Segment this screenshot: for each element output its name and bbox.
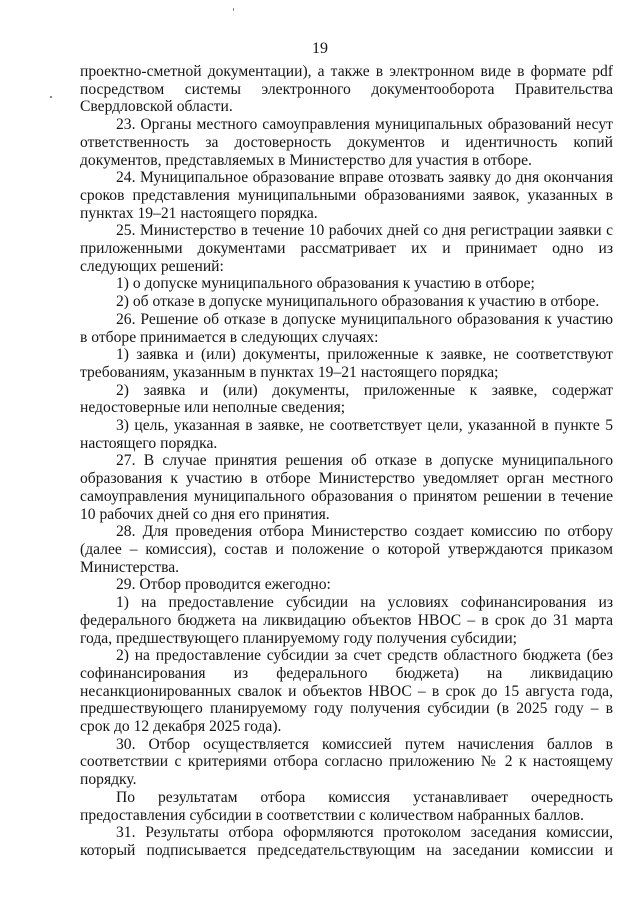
paragraph-item-30-results: По результатам отбора комиссия устанавливает очередность предоставления субсидии в соответствии с количеством набранных баллов. bbox=[80, 788, 613, 824]
document-body bbox=[80, 63, 613, 860]
paragraph-item-27: 27. В случае принятия решения об отказе в допуске муниципального образования к участию в отборе Министерство уведомляет орган местного самоуправления муниципального образования о принятом решении в течение 10 рабочих дней со дня его принятия. bbox=[80, 452, 613, 523]
paragraph-item-24: 24. Муниципальное образование вправе отозвать заявку до дня окончания сроков представления муниципальными образованиями заявок, указанных в пунктах 19–21 настоящего порядка. bbox=[80, 169, 613, 222]
list-item-26-3: 3) цель, указанная в заявке, не соответствует цели, указанной в пункте 5 настоящего порядка. bbox=[80, 417, 613, 452]
list-item-26-2: 2) заявка и (или) документы, приложенные к заявке, содержат недостоверные или неполные сведения; bbox=[80, 381, 613, 417]
paragraph-item-28: 28. Для проведения отбора Министерство создает комиссию по отбору (далее – комиссия), состав и положение о которой утверждаются приказом Министерства. bbox=[80, 523, 613, 576]
paragraph-item-26: 26. Решение об отказе в допуске муниципального образования к участию в отборе принимается в следующих случаях: bbox=[80, 310, 613, 346]
paragraph-item-29: 29. Отбор проводится ежегодно: bbox=[116, 576, 331, 594]
scan-speck bbox=[233, 8, 234, 11]
paragraph-item-25: 25. Министерство в течение 10 рабочих дней со дня регистрации заявки с приложенными документами рассматривает их и принимает одно из следующих решений: bbox=[80, 222, 613, 275]
list-item-29-1: 1) на предоставление субсидии на условиях софинансирования из федерального бюджета на ликвидацию объектов НВОС – в срок до 31 марта года, предшествующего планируемому году получения субсидии; bbox=[80, 594, 613, 647]
list-item-25-1: 1) о допуске муниципального образования к участию в отборе; bbox=[116, 275, 535, 293]
page-number: 19 bbox=[312, 40, 328, 57]
paragraph-item-30: 30. Отбор осуществляется комиссией путем начисления баллов в соответствии с критериями отбора согласно приложению № 2 к настоящему порядку. bbox=[80, 735, 613, 789]
scan-speck bbox=[50, 96, 52, 98]
paragraph-continuation: проектно-сметной документации), а также в электронном виде в формате pdf посредством системы электронного документооборота Правительства Свердловской области. bbox=[80, 63, 613, 116]
paragraph-item-23: 23. Органы местного самоуправления муниципальных образований несут ответственность за достоверность документов и идентичность копий документов, представляемых в Министерство для участия в отборе. bbox=[80, 116, 613, 169]
list-item-29-2: 2) на предоставление субсидии за счет средств областного бюджета (без софинансирования из федерального бюджета) на ликвидацию несанкционированных свалок и объектов НВОС – в срок до 15 августа года, предшествующего планируемому году получения субсидии (в 2025 году – в срок до 12 декабря 2025 года). bbox=[80, 647, 613, 736]
paragraph-item-31: 31. Результаты отбора оформляются протоколом заседания комиссии, который подписывается председательствующим на заседании комиссии и bbox=[80, 824, 613, 859]
list-item-26-1: 1) заявка и (или) документы, приложенные к заявке, не соответствуют требованиям, указанным в пунктах 19–21 настоящего порядка; bbox=[80, 346, 613, 381]
list-item-25-2: 2) об отказе в допуске муниципального образования к участию в отборе. bbox=[116, 293, 600, 311]
